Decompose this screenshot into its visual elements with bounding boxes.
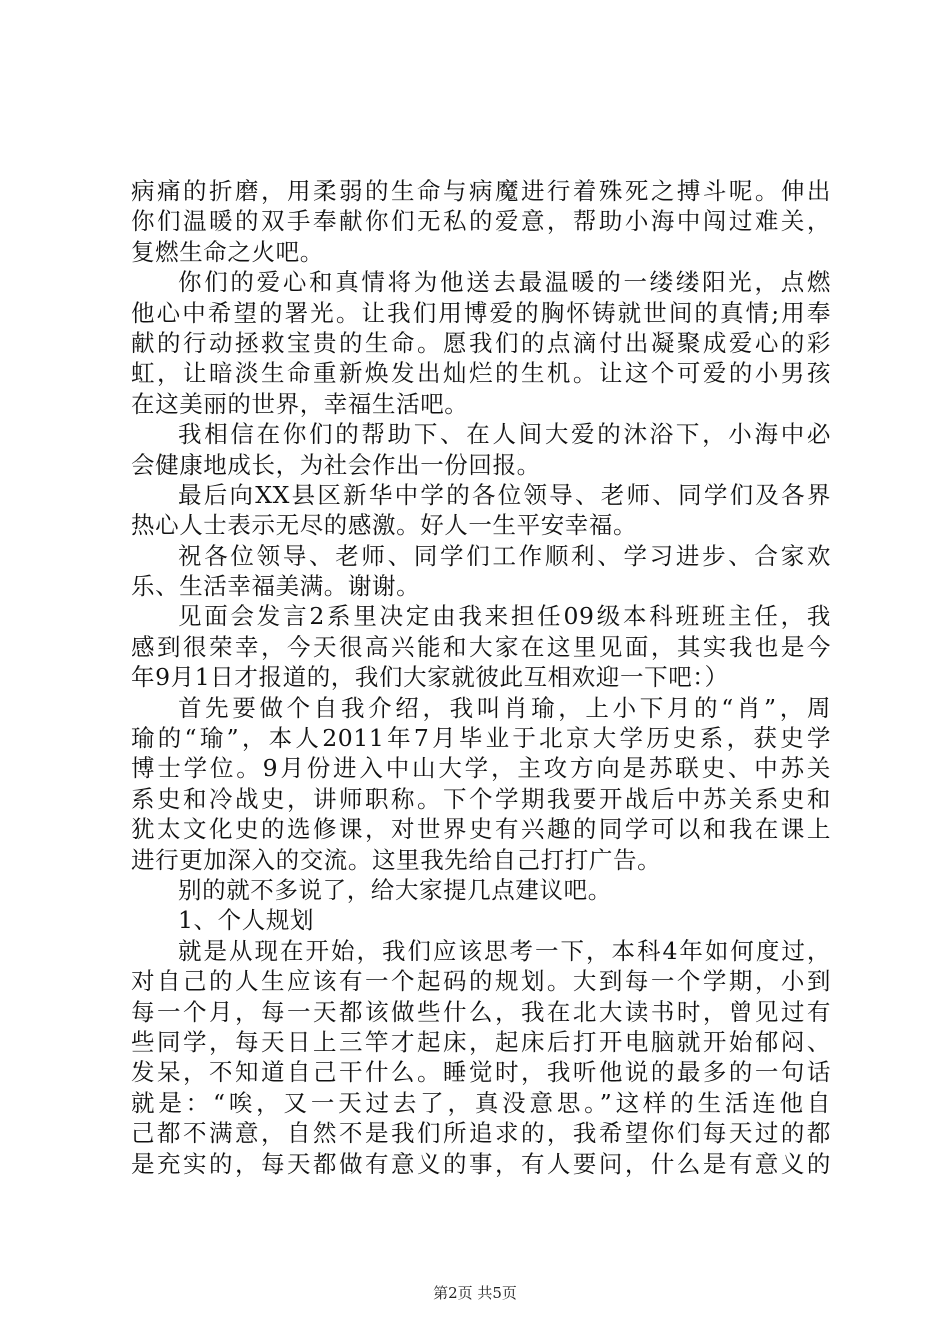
text-line: 热心人士表示无尽的感激。好人一生平安幸福。 (131, 511, 638, 540)
text-line: 我相信在你们的帮助下、在人间大爱的沐浴下，小海中必 (178, 420, 831, 449)
text-line: 发呆，不知道自己干什么。睡觉时，我听他说的最多的一句话 (131, 1058, 831, 1087)
text-line: 首先要做个自我介绍，我叫肖瑜，上小下月的“肖”，周 (178, 693, 831, 722)
text-line: 犹太文化史的选修课，对世界史有兴趣的同学可以和我在课上 (131, 815, 831, 844)
text-line: 你们的爱心和真情将为他送去最温暖的一缕缕阳光，点燃 (178, 268, 831, 297)
text-line: 对自己的人生应该有一个起码的规划。大到每一个学期，小到 (131, 967, 831, 996)
text-line: 己都不满意，自然不是我们所追求的，我希望你们每天过的都 (131, 1119, 831, 1148)
text-line: 些同学，每天日上三竿才起床，起床后打开电脑就开始郁闷、 (131, 1027, 831, 1056)
document-body (131, 176, 831, 1179)
text-line: 瑜的“瑜”，本人2011年7月毕业于北京大学历史系，获史学 (131, 724, 831, 753)
page-number-footer: 第2页 共5页 (433, 1284, 517, 1302)
text-line: 复燃生命之火吧。 (131, 237, 324, 266)
text-line: 别的就不多说了，给大家提几点建议吧。 (178, 875, 612, 904)
text-line: 是充实的，每天都做有意义的事，有人要问，什么是有意义的 (131, 1149, 831, 1178)
text-line: 他心中希望的署光。让我们用博爱的胸怀铸就世间的真情;用奉 (131, 298, 831, 327)
text-line: 每一个月，每一天都该做些什么，我在北大读书时，曾见过有 (131, 997, 831, 1026)
text-line: 博士学位。9月份进入中山大学，主攻方向是苏联史、中苏关 (131, 754, 831, 783)
text-line: 就是：“唉，又一天过去了，真没意思。”这样的生活连他自 (131, 1088, 831, 1117)
text-line: 年9月1日才报道的，我们大家就彼此互相欢迎一下吧：） (131, 663, 729, 692)
text-line: 献的行动拯救宝贵的生命。愿我们的点滴付出凝聚成爱心的彩 (131, 328, 831, 357)
text-line: 在这美丽的世界，幸福生活吧。 (131, 389, 469, 418)
text-line: 见面会发言2系里决定由我来担任09级本科班班主任，我 (178, 602, 831, 631)
text-line: 乐、生活幸福美满。谢谢。 (131, 572, 421, 601)
text-line: 进行更加深入的交流。这里我先给自己打打广告。 (131, 845, 662, 874)
text-line: 会健康地成长，为社会作出一份回报。 (131, 450, 541, 479)
text-line: 感到很荣幸，今天很高兴能和大家在这里见面，其实我也是今 (131, 632, 831, 661)
text-line: 最后向XX县区新华中学的各位领导、老师、同学们及各界 (178, 480, 831, 509)
text-line: 就是从现在开始，我们应该思考一下，本科4年如何度过， (178, 936, 831, 965)
text-line: 1、个人规划 (178, 906, 315, 935)
text-line: 虹，让暗淡生命重新焕发出灿烂的生机。让这个可爱的小男孩 (131, 359, 831, 388)
text-line: 你们温暖的双手奉献你们无私的爱意，帮助小海中闯过难关， (131, 207, 831, 236)
text-line: 祝各位领导、老师、同学们工作顺利、学习进步、合家欢 (178, 541, 831, 570)
text-line: 系史和冷战史，讲师职称。下个学期我要开战后中苏关系史和 (131, 784, 831, 813)
text-line: 病痛的折磨，用柔弱的生命与病魔进行着殊死之搏斗呢。伸出 (131, 177, 831, 205)
